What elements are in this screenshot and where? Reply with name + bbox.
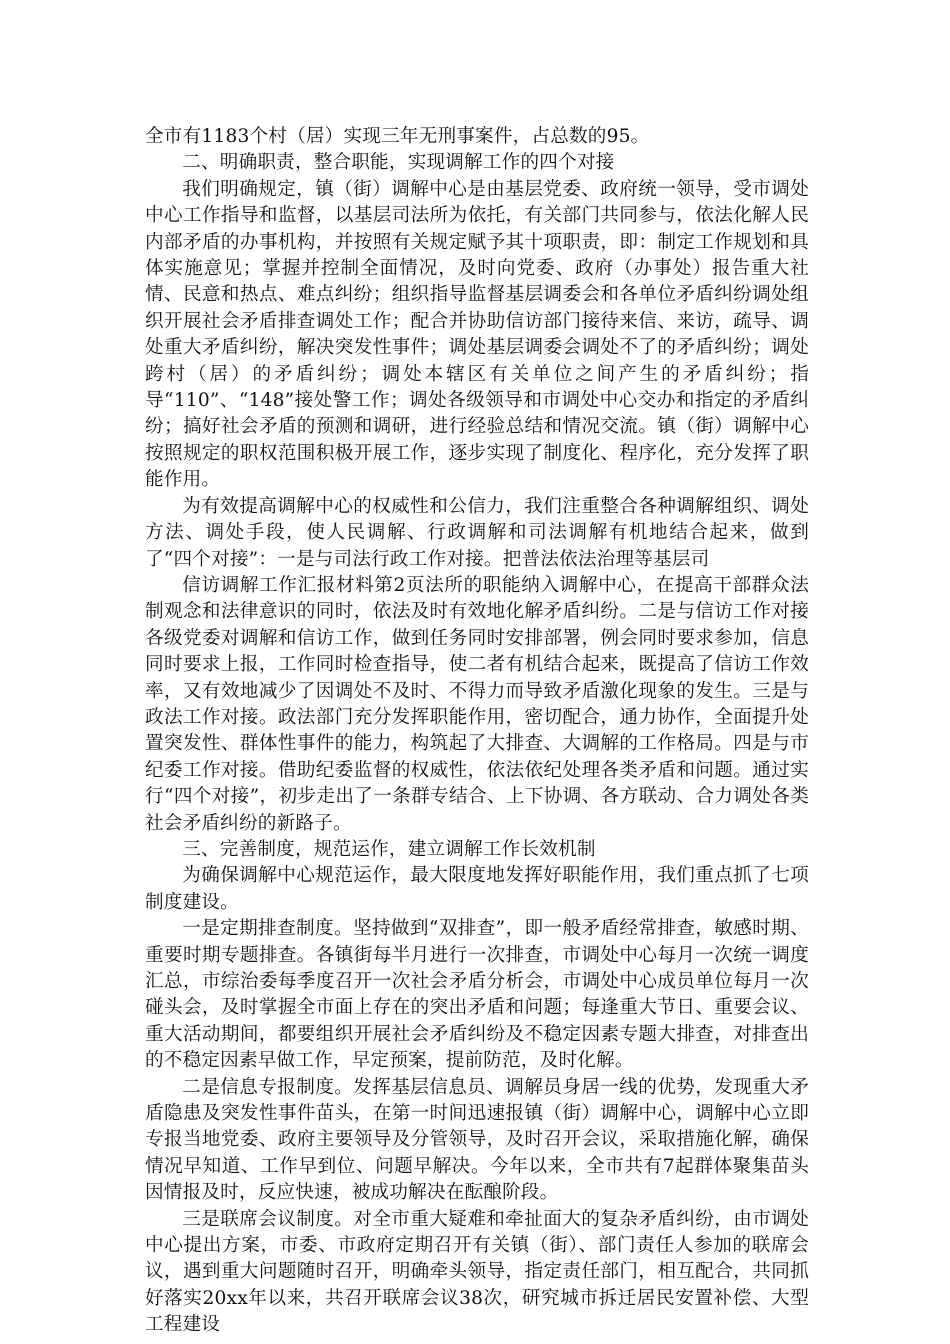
paragraph-regular-screening: 一是定期排查制度。坚持做到“双排查”，即一般矛盾经常排查，敏感时期、重要时期专题排查。各镇街每半月进行一次排查，市调处中心每月一次统一调度汇总，市综治委每季度召开一次社会矛盾分析会，市调处中心成员单位每月一次碰头会，及时掌握全市面上存在的突出矛盾和问题；每逢重大节日、重要会议、重大活动期间，都要组织开展社会矛盾纠纷及不稳定因素专题大排查，对排查出的不稳定因素早做工作，早定预案，提前防范，及时化解。 bbox=[145, 918, 809, 1072]
section-heading-3: 三、完善制度，规范运作，建立调解工作长效机制 bbox=[182, 838, 596, 860]
paragraph-joint-meeting: 三是联席会议制度。对全市重大疑难和牵扯面大的复杂矛盾纠纷，由市调处中心提出方案，市委、市政府定期召开有关镇（街）、部门责任人参加的联席会议，遇到重大问题随时召开，明确牵头领导，指定责任部门，相互配合，共同抓好落实20xx年以来，共召开联席会议38次，研究城市拆迁居民安置补偿、大型工程建设 bbox=[145, 1208, 809, 1336]
document-body bbox=[145, 124, 809, 1339]
paragraph-continuation: 全市有1183个村（居）实现三年无刑事案件，占总数的95。 bbox=[145, 126, 650, 147]
paragraph-duties: 我们明确规定，镇（街）调解中心是由基层党委、政府统一领导，受市调处中心工作指导和监督，以基层司法所为依托，有关部门共同参与，依法化解人民内部矛盾的办事机构，并按照有关规定赋予其十项职责，即：制定工作规划和具体实施意见；掌握并控制全面情况，及时向党委、政府（办事处）报告重大社情、民意和热点、难点纠纷；组织指导监督基层调委会和各单位矛盾纠纷调处组织开展社会矛盾排查调处工作；配合并协助信访部门接待来信、来访，疏导、调处重大矛盾纠纷，解决突发性事件；调处基层调委会调处不了的矛盾纠纷；调处跨村（居）的矛盾纠纷；调处本辖区有关单位之间产生的矛盾纠纷；指导“110”、“148”接处警工作；调处各级领导和市调处中心交办和指定的矛盾纠纷；搞好社会矛盾的预测和调研，进行经验总结和情况交流。镇（街）调解中心按照规定的职权范围积极开展工作，逐步实现了制度化、程序化，充分发挥了职能作用。 bbox=[145, 178, 809, 491]
paragraph-four-connections-intro: 为有效提高调解中心的权威性和公信力，我们注重整合各种调解组织、调处方法、调处手段，使人民调解、行政调解和司法调解有机地结合起来，做到了“四个对接”：一是与司法行政工作对接。把普法依法治理等基层司 bbox=[145, 495, 809, 570]
section-heading-2: 二、明确职责，整合职能，实现调解工作的四个对接 bbox=[182, 152, 615, 174]
paragraph-seven-systems: 为确保调解中心规范运作，最大限度地发挥好职能作用，我们重点抓了七项制度建设。 bbox=[145, 865, 809, 913]
paragraph-four-connections: 信访调解工作汇报材料第2页法所的职能纳入调解中心，在提高干部群众法制观念和法律意识的同时，依法及时有效地化解矛盾纠纷。二是与信访工作对接各级党委对调解和信访工作，做到任务同时安排部署，例会同时要求参加，信息同时要求上报，工作同时检查指导，使二者有机结合起来，既提高了信访工作效率，又有效地减少了因调处不及时、不得力而导致矛盾激化现象的发生。三是与政法工作对接。政法部门充分发挥职能作用，密切配合，通力协作，全面提升处置突发性、群体性事件的能力，构筑起了大排查、大调解的工作格局。四是与市纪委工作对接。借助纪委监督的权威性，依法依纪处理各类矛盾和问题。通过实行“四个对接”，初步走出了一条群专结合、上下协调、各方联动、合力调处各类社会矛盾纠纷的新路子。 bbox=[145, 574, 809, 834]
paragraph-info-reporting: 二是信息专报制度。发挥基层信息员、调解员身居一线的优势，发现重大矛盾隐患及突发性事件苗头，在第一时间迅速报镇（街）调解中心，调解中心立即专报当地党委、政府主要领导及分管领导，及时召开会议，采取措施化解，确保情况早知道、工作早到位、问题早解决。今年以来，全市共有7起群体聚集苗头因情报及时，反应快速，被成功解决在酝酿阶段。 bbox=[145, 1076, 809, 1204]
